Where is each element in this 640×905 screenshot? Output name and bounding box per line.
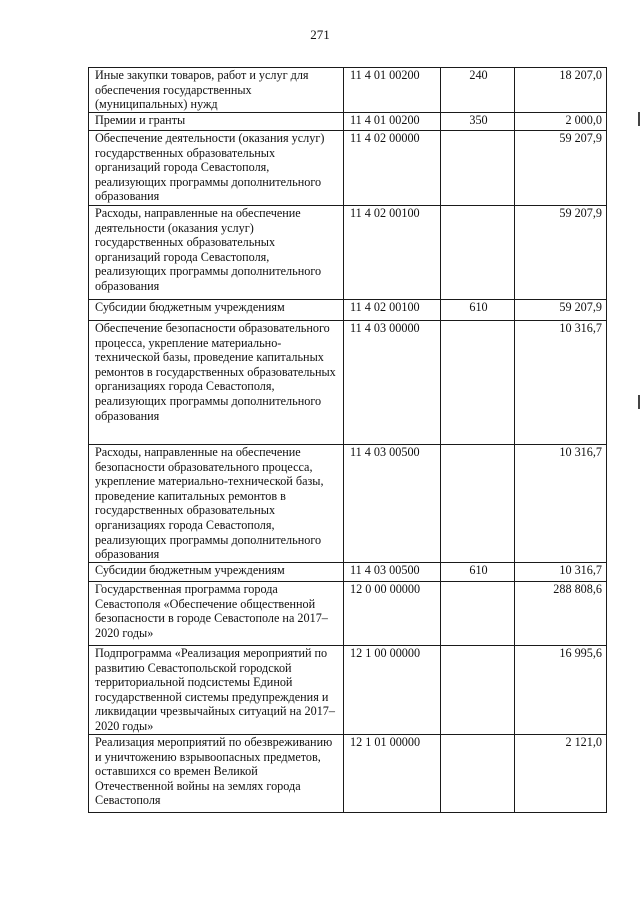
row-sum: 10 316,7 (515, 321, 607, 445)
table-row (89, 735, 607, 813)
row-code: 12 1 01 00000 (344, 735, 441, 813)
row-sum: 59 207,9 (515, 300, 607, 321)
table-row (89, 321, 607, 445)
row-sum: 2 121,0 (515, 735, 607, 813)
row-code: 11 4 03 00500 (344, 445, 441, 563)
row-code: 12 1 00 00000 (344, 646, 441, 735)
row-expense-type (441, 206, 515, 300)
row-code: 11 4 03 00000 (344, 321, 441, 445)
row-name: Иные закупки товаров, работ и услуг для обеспечения государственных (муниципальных) нужд (89, 68, 344, 113)
row-sum: 59 207,9 (515, 206, 607, 300)
row-expense-type: 610 (441, 300, 515, 321)
row-code: 11 4 02 00100 (344, 300, 441, 321)
row-expense-type (441, 321, 515, 445)
table-row (89, 300, 607, 321)
table-row (89, 113, 607, 131)
row-sum: 16 995,6 (515, 646, 607, 735)
row-expense-type (441, 646, 515, 735)
row-code: 12 0 00 00000 (344, 582, 441, 646)
row-name: Обеспечение безопасности образовательного процесса, укрепление материально-технической базы, проведение капитальных ремонтов в государственных образовательных организациях города Севастополя, реализующих программы дополнительного образования (89, 321, 344, 445)
row-expense-type: 240 (441, 68, 515, 113)
row-name: Субсидии бюджетным учреждениям (89, 563, 344, 582)
row-sum: 59 207,9 (515, 131, 607, 206)
row-name: Подпрограмма «Реализация мероприятий по развитию Севастопольской городской территориальной подсистемы Единой государственной системы предупреждения и ликвидации чрезвычайных ситуаций на 2017–2020 годы» (89, 646, 344, 735)
budget-table (88, 67, 607, 813)
row-name: Расходы, направленные на обеспечение деятельности (оказания услуг) государственных образовательных организаций города Севастополя, реализующих программы дополнительного образования (89, 206, 344, 300)
table-row (89, 206, 607, 300)
row-sum: 18 207,0 (515, 68, 607, 113)
row-name: Расходы, направленные на обеспечение безопасности образовательного процесса, укрепление материально-технической базы, проведение капитальных ремонтов в государственных образовательных организациях города Севастополя, реализующих программы дополнительного образования (89, 445, 344, 563)
row-code: 11 4 01 00200 (344, 113, 441, 131)
table-row (89, 131, 607, 206)
row-name: Обеспечение деятельности (оказания услуг) государственных образовательных организаций города Севастополя, реализующих программы дополнительного образования (89, 131, 344, 206)
row-sum: 10 316,7 (515, 563, 607, 582)
row-expense-type: 610 (441, 563, 515, 582)
row-code: 11 4 02 00000 (344, 131, 441, 206)
table-row (89, 646, 607, 735)
table-row (89, 68, 607, 113)
row-name: Реализация мероприятий по обезвреживанию и уничтожению взрывоопасных предметов, оставшихся со времен Великой Отечественной войны на землях города Севастополя (89, 735, 344, 813)
row-sum: 288 808,6 (515, 582, 607, 646)
row-name: Премии и гранты (89, 113, 344, 131)
row-name: Субсидии бюджетным учреждениям (89, 300, 344, 321)
row-code: 11 4 03 00500 (344, 563, 441, 582)
row-expense-type (441, 445, 515, 563)
row-sum: 10 316,7 (515, 445, 607, 563)
row-code: 11 4 01 00200 (344, 68, 441, 113)
table-row (89, 563, 607, 582)
row-expense-type (441, 735, 515, 813)
row-expense-type (441, 131, 515, 206)
page-number: 271 (310, 27, 330, 42)
table-row (89, 445, 607, 563)
table-row (89, 582, 607, 646)
row-expense-type: 350 (441, 113, 515, 131)
row-sum: 2 000,0 (515, 113, 607, 131)
row-code: 11 4 02 00100 (344, 206, 441, 300)
row-expense-type (441, 582, 515, 646)
row-name: Государственная программа города Севастополя «Обеспечение общественной безопасности в городе Севастополе на 2017–2020 годы» (89, 582, 344, 646)
